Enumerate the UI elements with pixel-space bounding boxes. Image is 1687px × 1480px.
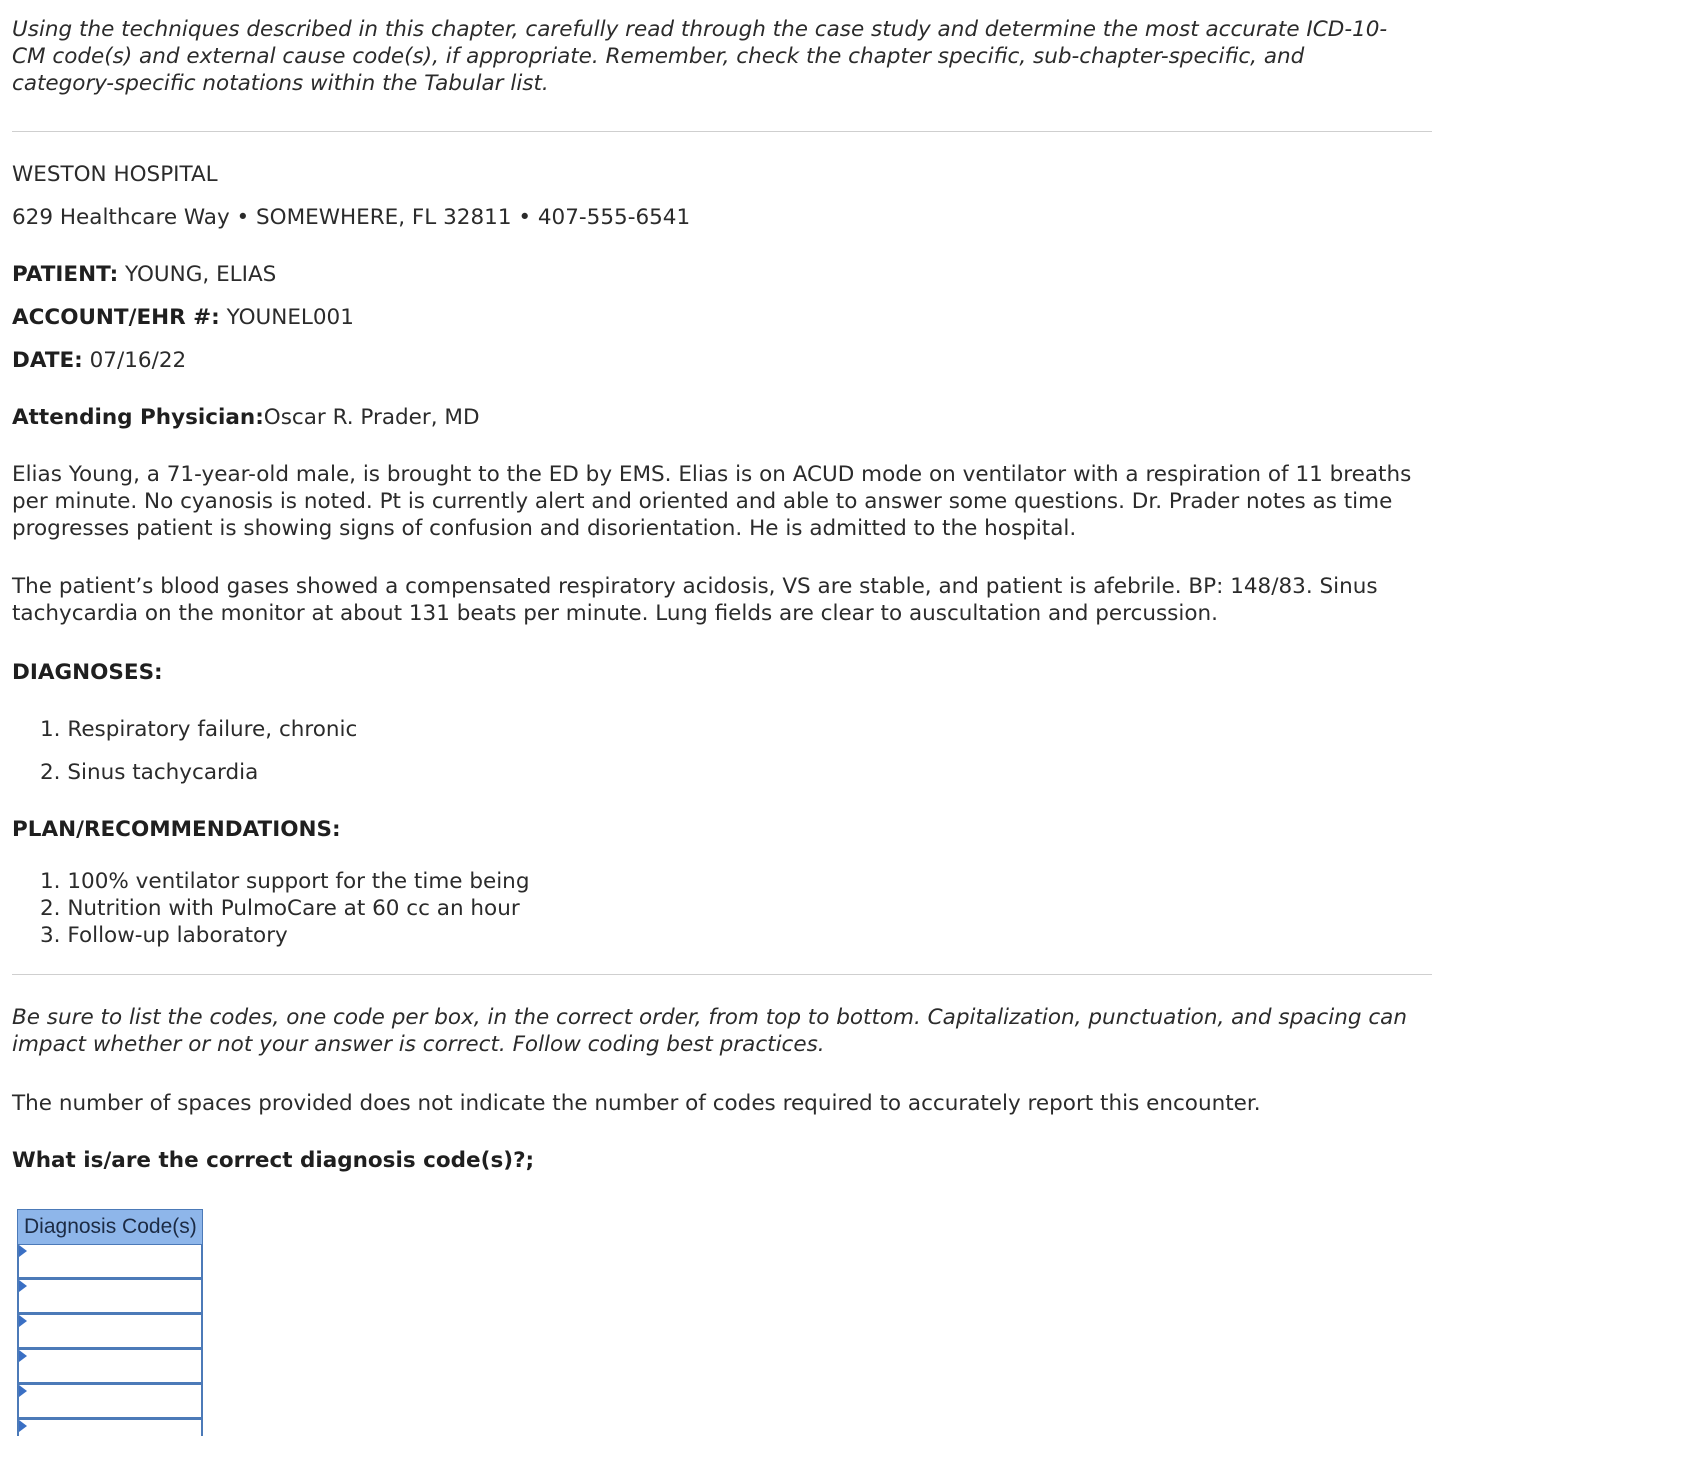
- row-marker-icon: [19, 1280, 27, 1292]
- code-input-3[interactable]: [19, 1315, 201, 1347]
- case-instructions: Using the techniques described in this chapter, carefully read through the case study and determine the most accurate ICD-10-CM code(s) and external cause code(s), if appropriate. Remember, check the chapter specific, sub-chapter-specific, and category-specific notations within the Tabular list.: [12, 17, 1388, 96]
- diagnosis-item: 2. Sinus tachycardia: [40, 760, 259, 785]
- code-input-2[interactable]: [19, 1280, 201, 1312]
- date-line: [12, 347, 186, 374]
- physician-line: [12, 404, 480, 431]
- plan-list: [40, 868, 529, 949]
- physician-value: Oscar R. Prader, MD: [263, 405, 480, 430]
- account-label: ACCOUNT/EHR #:: [12, 305, 220, 330]
- table-header: Diagnosis Code(s): [17, 1209, 203, 1245]
- narrative-paragraph-1: Elias Young, a 71-year-old male, is brought to the ED by EMS. Elias is on ACUD mode on ventilator with a respiration of 11 breaths per minute. No cyanosis is noted. Pt is currently alert and oriented and able to answer some questions. Dr. Prader notes as time progresses patient is showing signs of confusion and disorientation. He is admitted to the hospital.: [12, 462, 1412, 541]
- instructions-block: [12, 16, 1432, 97]
- account-line: [12, 304, 354, 331]
- narrative-paragraph-2: The patient’s blood gases showed a compensated respiratory acidosis, VS are stable, and patient is afebrile. BP: 148/83. Sinus tachycardia on the monitor at about 131 beats per minute. Lung fields are clear to auscultation and percussion.: [12, 574, 1378, 626]
- patient-label: PATIENT:: [12, 262, 119, 287]
- plan-item: 1. 100% ventilator support for the time being: [40, 869, 530, 894]
- table-row: [17, 1245, 203, 1280]
- patient-line: [12, 261, 276, 288]
- code-input-4[interactable]: [19, 1350, 201, 1382]
- spaces-note: The number of spaces provided does not indicate the number of codes required to accurately report this encounter.: [12, 1091, 1261, 1116]
- row-marker-icon: [19, 1420, 27, 1432]
- divider-top: [12, 131, 1432, 132]
- hospital-address: 629 Healthcare Way • SOMEWHERE, FL 32811 • 407-555-6541: [12, 205, 691, 230]
- hospital-name: WESTON HOSPITAL: [12, 162, 218, 187]
- account-value: YOUNEL001: [219, 305, 354, 330]
- plan-heading: PLAN/RECOMMENDATIONS:: [12, 817, 341, 842]
- patient-value: YOUNG, ELIAS: [118, 262, 277, 287]
- row-marker-icon: [19, 1245, 27, 1257]
- code-input-1[interactable]: [19, 1245, 201, 1277]
- table-row: [17, 1350, 203, 1385]
- row-marker-icon: [19, 1350, 27, 1362]
- row-marker-icon: [19, 1385, 27, 1397]
- date-value: 07/16/22: [82, 348, 187, 373]
- physician-label: Attending Physician:: [12, 405, 264, 430]
- diagnoses-heading: DIAGNOSES:: [12, 660, 163, 685]
- diagnosis-codes-table: [17, 1209, 203, 1436]
- table-row: [17, 1420, 203, 1436]
- question-text: What is/are the correct diagnosis code(s)?;: [12, 1148, 535, 1173]
- plan-item: 2. Nutrition with PulmoCare at 60 cc an hour: [40, 896, 520, 921]
- row-marker-icon: [19, 1315, 27, 1327]
- table-row: [17, 1385, 203, 1420]
- divider-bottom: [12, 974, 1432, 975]
- diagnoses-list: [40, 716, 357, 786]
- answer-instructions: Be sure to list the codes, one code per box, in the correct order, from top to bottom. Capitalization, punctuation, and spacing can impact whether or not your answer is correct. Follow coding best practices.: [12, 1005, 1407, 1057]
- code-input-5[interactable]: [19, 1385, 201, 1417]
- table-row: [17, 1280, 203, 1315]
- code-input-6[interactable]: [19, 1427, 201, 1443]
- date-label: DATE:: [12, 348, 83, 373]
- table-row: [17, 1315, 203, 1350]
- diagnosis-item: 1. Respiratory failure, chronic: [40, 717, 358, 742]
- plan-item: 3. Follow-up laboratory: [40, 923, 288, 948]
